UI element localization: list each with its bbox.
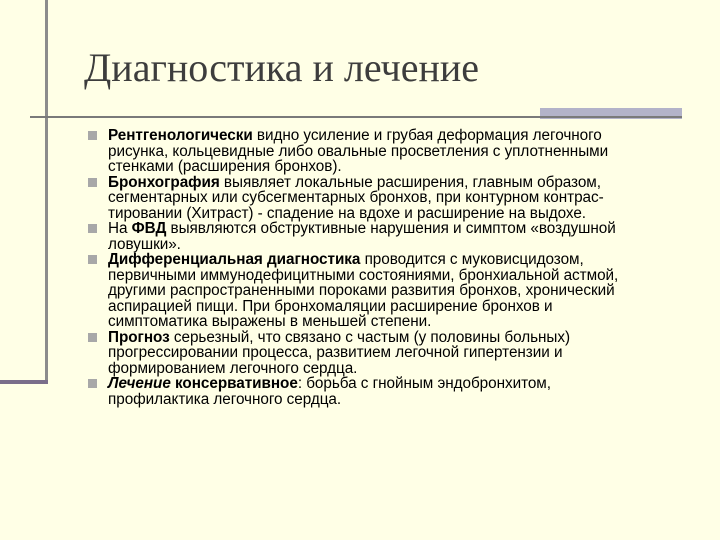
bullet-line: видно усиление и грубая деформация легочного [252, 127, 602, 144]
bullet-line: профилактика легочного сердца. [108, 390, 342, 408]
bullet-line: рисунка, кольцевидные либо овальные просветления с уплотненными [108, 142, 609, 160]
bullet-pre: На [108, 220, 132, 237]
square-bullet-icon [88, 178, 97, 187]
slide-title: Диагностика и лечение [84, 45, 480, 90]
bullet-line: прогрессировании процесса, развитием легочной гипертензии и [108, 344, 563, 361]
bullet-line: выявляет локальные расширения, главным образом, [219, 173, 601, 191]
bullet-lead: Прогноз [108, 328, 170, 346]
bullet-line: выявляются обструктивные нарушения и симптом «воздушной [166, 220, 616, 237]
bullet-line: тировании (Хитраст) - спадение на вдохе и расширение на выдохе. [108, 204, 587, 222]
bullet-line: сегментарных или субсегментарных бронхов, при контурном контрас- [108, 189, 604, 206]
bullet-line: серьезный, что связано с частым (у половины больных) [169, 328, 571, 346]
bullet-radiology [88, 128, 712, 175]
bullet-lead: ФВД [131, 220, 167, 237]
bullet-list [88, 128, 712, 407]
left-decorative-bar [45, 0, 48, 384]
bullet-bronchography [88, 175, 712, 222]
square-bullet-icon [88, 255, 97, 264]
bullet-line: стенками (расширения бронхов). [108, 158, 342, 175]
title-rule [30, 116, 682, 118]
square-bullet-icon [88, 379, 97, 388]
bullet-line: другими распространенными пороками развития бронхов, хронический [108, 282, 615, 299]
bullet-line: ловушки». [108, 235, 181, 253]
bullet-line: : борьба с гнойным эндобронхитом, [297, 375, 551, 392]
bullet-prognosis [88, 330, 712, 377]
bullet-fvd [88, 221, 712, 252]
left-bar-foot [0, 380, 48, 384]
square-bullet-icon [88, 333, 97, 342]
bullet-line: первичными иммунодефицитными состояниями, бронхиальной астмой, [108, 266, 619, 284]
bullet-lead: Дифференциальная диагностика [108, 251, 361, 268]
bullet-line: аспирацией пищи. При бронхомаляции расширение бронхов и [108, 297, 553, 315]
bullet-lead: Рентгенологически [108, 127, 253, 144]
bullet-differential [88, 252, 712, 330]
bullet-line: формированием легочного сердца. [108, 359, 358, 377]
bullet-line: проводится с муковисцидозом, [360, 251, 584, 268]
bullet-lead-italic: Лечение [108, 375, 171, 392]
bullet-line: симптоматика выражены в меньшей степени. [108, 313, 432, 330]
bullet-lead: консервативное [170, 375, 298, 392]
bullet-lead: Бронхография [108, 173, 220, 191]
bullet-treatment [88, 376, 712, 407]
square-bullet-icon [88, 131, 97, 140]
square-bullet-icon [88, 224, 97, 233]
